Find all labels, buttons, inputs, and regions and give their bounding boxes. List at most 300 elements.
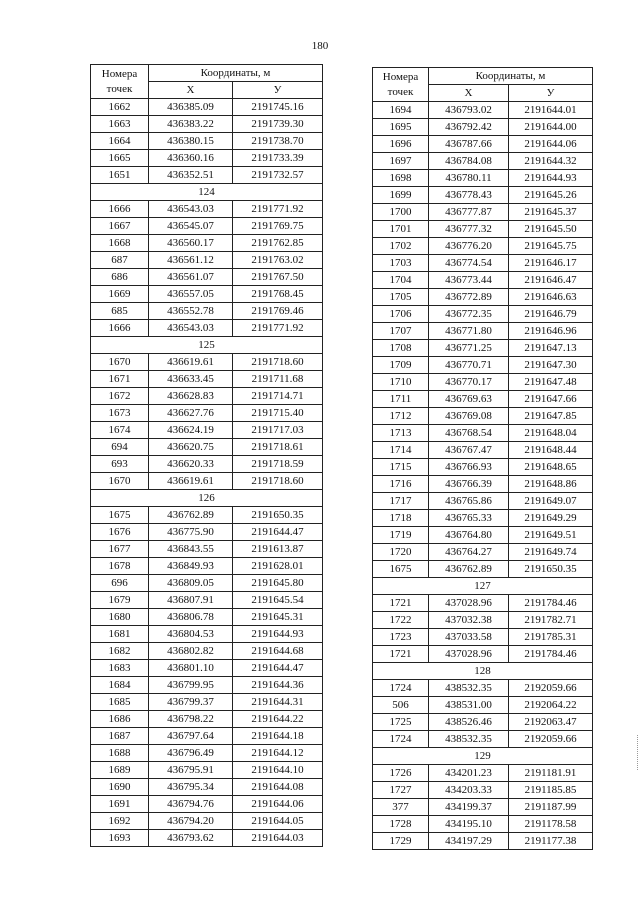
x-value: 436793.62 [149, 830, 233, 847]
y-value: 2191644.36 [233, 677, 323, 694]
y-value: 2191732.57 [233, 167, 323, 184]
x-value: 436561.12 [149, 252, 233, 269]
y-value: 2191644.08 [233, 779, 323, 796]
y-value: 2191650.35 [233, 507, 323, 524]
point-number: 1677 [91, 541, 149, 558]
x-value: 438526.46 [429, 714, 509, 731]
point-number: 1675 [373, 561, 429, 578]
y-value: 2191645.50 [509, 221, 593, 238]
x-value: 436620.75 [149, 439, 233, 456]
point-number: 1724 [373, 680, 429, 697]
point-number: 1700 [373, 204, 429, 221]
x-value: 436771.80 [429, 323, 509, 340]
point-number: 1681 [91, 626, 149, 643]
x-value: 434195.10 [429, 816, 509, 833]
x-value: 436778.43 [429, 187, 509, 204]
x-value: 438532.35 [429, 731, 509, 748]
point-number: 1710 [373, 374, 429, 391]
y-value: 2191644.47 [233, 524, 323, 541]
point-number: 1704 [373, 272, 429, 289]
y-value: 2191648.86 [509, 476, 593, 493]
table-row [373, 544, 593, 561]
group-row [91, 490, 323, 507]
table-row [91, 745, 323, 762]
table-row [373, 136, 593, 153]
x-value: 436627.76 [149, 405, 233, 422]
table-row [373, 782, 593, 799]
group-row [373, 663, 593, 680]
point-number: 1701 [373, 221, 429, 238]
x-value: 436772.35 [429, 306, 509, 323]
table-row [373, 714, 593, 731]
table-row [91, 762, 323, 779]
point-number: 1721 [373, 595, 429, 612]
point-number: 1695 [373, 119, 429, 136]
x-value: 436797.64 [149, 728, 233, 745]
coordinates-table-left [90, 64, 323, 847]
table-row [373, 459, 593, 476]
table-row [91, 830, 323, 847]
point-number: 1688 [91, 745, 149, 762]
table-row [91, 235, 323, 252]
point-number: 1724 [373, 731, 429, 748]
y-value: 2191647.85 [509, 408, 593, 425]
table-row [373, 527, 593, 544]
group-label: 126 [91, 490, 323, 507]
y-value: 2191177.38 [509, 833, 593, 850]
point-number: 1707 [373, 323, 429, 340]
x-value: 436765.33 [429, 510, 509, 527]
y-value: 2191645.75 [509, 238, 593, 255]
point-number: 693 [91, 456, 149, 473]
y-value: 2192059.66 [509, 680, 593, 697]
y-value: 2191187.99 [509, 799, 593, 816]
y-value: 2191646.63 [509, 289, 593, 306]
y-value: 2191644.06 [233, 796, 323, 813]
table-row [91, 541, 323, 558]
y-value: 2191647.13 [509, 340, 593, 357]
x-value: 436806.78 [149, 609, 233, 626]
x-value: 436770.17 [429, 374, 509, 391]
table-row [373, 391, 593, 408]
x-value: 436766.39 [429, 476, 509, 493]
point-number: 1663 [91, 116, 149, 133]
y-value: 2191646.79 [509, 306, 593, 323]
y-value: 2191644.22 [233, 711, 323, 728]
x-value: 436796.49 [149, 745, 233, 762]
y-value: 2191644.18 [233, 728, 323, 745]
group-row [91, 337, 323, 354]
table-row [91, 592, 323, 609]
y-value: 2191644.93 [509, 170, 593, 187]
point-number: 1665 [91, 150, 149, 167]
x-value: 436777.32 [429, 221, 509, 238]
table-row [373, 833, 593, 850]
y-value: 2191646.17 [509, 255, 593, 272]
y-value: 2191771.92 [233, 320, 323, 337]
y-value: 2191644.32 [509, 153, 593, 170]
table-row [91, 473, 323, 490]
x-value: 436762.89 [149, 507, 233, 524]
table-row [91, 439, 323, 456]
point-number: 1702 [373, 238, 429, 255]
x-value: 436777.87 [429, 204, 509, 221]
point-number: 1712 [373, 408, 429, 425]
point-number: 1697 [373, 153, 429, 170]
point-number: 1691 [91, 796, 149, 813]
table-row [373, 340, 593, 357]
x-value: 436543.03 [149, 320, 233, 337]
points-header [91, 65, 149, 99]
point-number: 1717 [373, 493, 429, 510]
point-number: 1729 [373, 833, 429, 850]
y-value: 2191715.40 [233, 405, 323, 422]
x-value: 436801.10 [149, 660, 233, 677]
table-row [91, 116, 323, 133]
table-row [373, 323, 593, 340]
x-value: 436809.05 [149, 575, 233, 592]
point-number: 1662 [91, 99, 149, 116]
point-number: 1716 [373, 476, 429, 493]
x-value: 436795.91 [149, 762, 233, 779]
points-header-line1: Номера [382, 70, 419, 83]
x-value: 438532.35 [429, 680, 509, 697]
point-number: 1709 [373, 357, 429, 374]
y-value: 2191645.31 [233, 609, 323, 626]
table-row [91, 609, 323, 626]
y-value: 2191767.50 [233, 269, 323, 286]
table-row [373, 595, 593, 612]
x-value: 436352.51 [149, 167, 233, 184]
y-value: 2192064.22 [509, 697, 593, 714]
y-value: 2191648.65 [509, 459, 593, 476]
y-value: 2191181.91 [509, 765, 593, 782]
y-value: 2191644.06 [509, 136, 593, 153]
x-value: 436764.27 [429, 544, 509, 561]
y-value: 2191717.03 [233, 422, 323, 439]
point-number: 696 [91, 575, 149, 592]
point-number: 1723 [373, 629, 429, 646]
y-value: 2191745.16 [233, 99, 323, 116]
points-header [373, 68, 429, 102]
y-value: 2191647.48 [509, 374, 593, 391]
table-row [91, 728, 323, 745]
y-header: У [509, 85, 593, 102]
table-row [91, 456, 323, 473]
table-row [91, 99, 323, 116]
table-row [373, 442, 593, 459]
y-value: 2191718.60 [233, 354, 323, 371]
point-number: 1727 [373, 782, 429, 799]
point-number: 1728 [373, 816, 429, 833]
x-value: 436767.47 [429, 442, 509, 459]
point-number: 694 [91, 439, 149, 456]
x-value: 436807.91 [149, 592, 233, 609]
x-value: 436557.05 [149, 286, 233, 303]
table-row [91, 643, 323, 660]
x-value: 436776.20 [429, 238, 509, 255]
point-number: 1686 [91, 711, 149, 728]
point-number: 1715 [373, 459, 429, 476]
point-number: 1692 [91, 813, 149, 830]
x-value: 436794.20 [149, 813, 233, 830]
table-row [373, 408, 593, 425]
x-header: Х [149, 82, 233, 99]
table-row [91, 320, 323, 337]
group-row [373, 578, 593, 595]
x-value: 436765.86 [429, 493, 509, 510]
y-value: 2191718.61 [233, 439, 323, 456]
table-row [91, 133, 323, 150]
x-value: 436380.15 [149, 133, 233, 150]
x-value: 436360.16 [149, 150, 233, 167]
point-number: 1714 [373, 442, 429, 459]
y-value: 2191644.93 [233, 626, 323, 643]
table-row [91, 524, 323, 541]
y-value: 2191768.45 [233, 286, 323, 303]
table-row [91, 371, 323, 388]
point-number: 1713 [373, 425, 429, 442]
point-number: 1664 [91, 133, 149, 150]
table-row [91, 405, 323, 422]
x-value: 434201.23 [429, 765, 509, 782]
y-value: 2191649.51 [509, 527, 593, 544]
x-value: 436804.53 [149, 626, 233, 643]
table-row [373, 425, 593, 442]
x-value: 436633.45 [149, 371, 233, 388]
y-value: 2191644.12 [233, 745, 323, 762]
table-row [373, 221, 593, 238]
point-number: 1666 [91, 320, 149, 337]
x-value: 434199.37 [429, 799, 509, 816]
y-value: 2191762.85 [233, 235, 323, 252]
y-value: 2191644.31 [233, 694, 323, 711]
y-header: У [233, 82, 323, 99]
y-value: 2191644.10 [233, 762, 323, 779]
x-value: 436795.34 [149, 779, 233, 796]
point-number: 1684 [91, 677, 149, 694]
x-value: 436764.80 [429, 527, 509, 544]
y-value: 2191647.30 [509, 357, 593, 374]
point-number: 1667 [91, 218, 149, 235]
x-value: 436849.93 [149, 558, 233, 575]
x-value: 437032.38 [429, 612, 509, 629]
y-value: 2191645.26 [509, 187, 593, 204]
point-number: 1694 [373, 102, 429, 119]
point-number: 1725 [373, 714, 429, 731]
x-value: 437028.96 [429, 595, 509, 612]
y-value: 2191178.58 [509, 816, 593, 833]
point-number: 1708 [373, 340, 429, 357]
point-number: 1666 [91, 201, 149, 218]
point-number: 1676 [91, 524, 149, 541]
table-row [373, 153, 593, 170]
x-value: 436787.66 [429, 136, 509, 153]
x-value: 436799.37 [149, 694, 233, 711]
x-value: 436769.08 [429, 408, 509, 425]
coordinates-table-right [372, 67, 593, 850]
x-value: 436843.55 [149, 541, 233, 558]
table-row [91, 677, 323, 694]
table-row [91, 575, 323, 592]
y-value: 2191645.54 [233, 592, 323, 609]
point-number: 1680 [91, 609, 149, 626]
table-row [373, 374, 593, 391]
point-number: 1719 [373, 527, 429, 544]
table-row [373, 646, 593, 663]
group-label: 124 [91, 184, 323, 201]
y-value: 2191644.47 [233, 660, 323, 677]
table-row [91, 269, 323, 286]
y-value: 2191648.44 [509, 442, 593, 459]
points-header-line2: точек [387, 85, 414, 98]
point-number: 506 [373, 697, 429, 714]
x-value: 436545.07 [149, 218, 233, 235]
y-value: 2191649.74 [509, 544, 593, 561]
x-value: 436794.76 [149, 796, 233, 813]
header-row-top [91, 65, 323, 82]
point-number: 1690 [91, 779, 149, 796]
x-value: 436769.63 [429, 391, 509, 408]
table-row [373, 306, 593, 323]
point-number: 1682 [91, 643, 149, 660]
point-number: 1703 [373, 255, 429, 272]
table-row [91, 388, 323, 405]
y-value: 2191738.70 [233, 133, 323, 150]
y-value: 2191613.87 [233, 541, 323, 558]
table-row [373, 816, 593, 833]
table-row [91, 626, 323, 643]
y-value: 2191771.92 [233, 201, 323, 218]
x-value: 436792.42 [429, 119, 509, 136]
y-value: 2191644.00 [509, 119, 593, 136]
table-row [91, 167, 323, 184]
table-row [373, 187, 593, 204]
table-body-left [91, 65, 323, 847]
point-number: 1705 [373, 289, 429, 306]
x-value: 436784.08 [429, 153, 509, 170]
coords-header: Координаты, м [149, 65, 323, 82]
y-value: 2191650.35 [509, 561, 593, 578]
table-row [91, 779, 323, 796]
point-number: 1706 [373, 306, 429, 323]
table-row [373, 612, 593, 629]
y-value: 2191769.46 [233, 303, 323, 320]
x-value: 436770.71 [429, 357, 509, 374]
x-value: 436383.22 [149, 116, 233, 133]
table-row [373, 731, 593, 748]
x-value: 436774.54 [429, 255, 509, 272]
coords-header: Координаты, м [429, 68, 593, 85]
point-number: 1685 [91, 694, 149, 711]
table-row [91, 694, 323, 711]
table-row [373, 697, 593, 714]
table-row [373, 272, 593, 289]
points-header-line1: Номера [101, 67, 138, 80]
point-number: 1670 [91, 473, 149, 490]
y-value: 2191644.03 [233, 830, 323, 847]
x-value: 436771.25 [429, 340, 509, 357]
point-number: 1689 [91, 762, 149, 779]
x-value: 436802.82 [149, 643, 233, 660]
page-number: 180 [311, 40, 329, 52]
group-label: 128 [373, 663, 593, 680]
group-label: 127 [373, 578, 593, 595]
point-number: 1687 [91, 728, 149, 745]
table-row [91, 422, 323, 439]
table-row [373, 238, 593, 255]
x-value: 436619.61 [149, 473, 233, 490]
point-number: 1699 [373, 187, 429, 204]
table-row [373, 357, 593, 374]
y-value: 2191648.04 [509, 425, 593, 442]
x-value: 436762.89 [429, 561, 509, 578]
point-number: 1683 [91, 660, 149, 677]
x-value: 437033.58 [429, 629, 509, 646]
x-value: 436775.90 [149, 524, 233, 541]
table-row [373, 170, 593, 187]
x-value: 438531.00 [429, 697, 509, 714]
point-number: 1673 [91, 405, 149, 422]
point-number: 377 [373, 799, 429, 816]
x-value: 437028.96 [429, 646, 509, 663]
point-number: 1720 [373, 544, 429, 561]
point-number: 1674 [91, 422, 149, 439]
point-number: 1693 [91, 830, 149, 847]
table-row [373, 255, 593, 272]
x-header: Х [429, 85, 509, 102]
point-number: 1651 [91, 167, 149, 184]
point-number: 1678 [91, 558, 149, 575]
table-row [373, 629, 593, 646]
table-row [373, 204, 593, 221]
table-row [91, 711, 323, 728]
x-value: 436628.83 [149, 388, 233, 405]
x-value: 436561.07 [149, 269, 233, 286]
x-value: 436793.02 [429, 102, 509, 119]
x-value: 436543.03 [149, 201, 233, 218]
table-row [373, 765, 593, 782]
x-value: 436772.89 [429, 289, 509, 306]
points-header-line2: точек [106, 82, 133, 95]
table-row [373, 476, 593, 493]
y-value: 2191769.75 [233, 218, 323, 235]
point-number: 1698 [373, 170, 429, 187]
y-value: 2192059.66 [509, 731, 593, 748]
x-value: 436620.33 [149, 456, 233, 473]
table-row [91, 286, 323, 303]
table-row [91, 201, 323, 218]
table-row [91, 813, 323, 830]
table-row [91, 354, 323, 371]
point-number: 1679 [91, 592, 149, 609]
point-number: 1669 [91, 286, 149, 303]
y-value: 2191647.66 [509, 391, 593, 408]
y-value: 2191784.46 [509, 595, 593, 612]
point-number: 1711 [373, 391, 429, 408]
table-row [91, 507, 323, 524]
table-row [91, 796, 323, 813]
table-row [373, 289, 593, 306]
y-value: 2191733.39 [233, 150, 323, 167]
y-value: 2191649.07 [509, 493, 593, 510]
x-value: 436799.95 [149, 677, 233, 694]
point-number: 1672 [91, 388, 149, 405]
table-row [91, 150, 323, 167]
y-value: 2191646.47 [509, 272, 593, 289]
point-number: 685 [91, 303, 149, 320]
point-number: 1722 [373, 612, 429, 629]
